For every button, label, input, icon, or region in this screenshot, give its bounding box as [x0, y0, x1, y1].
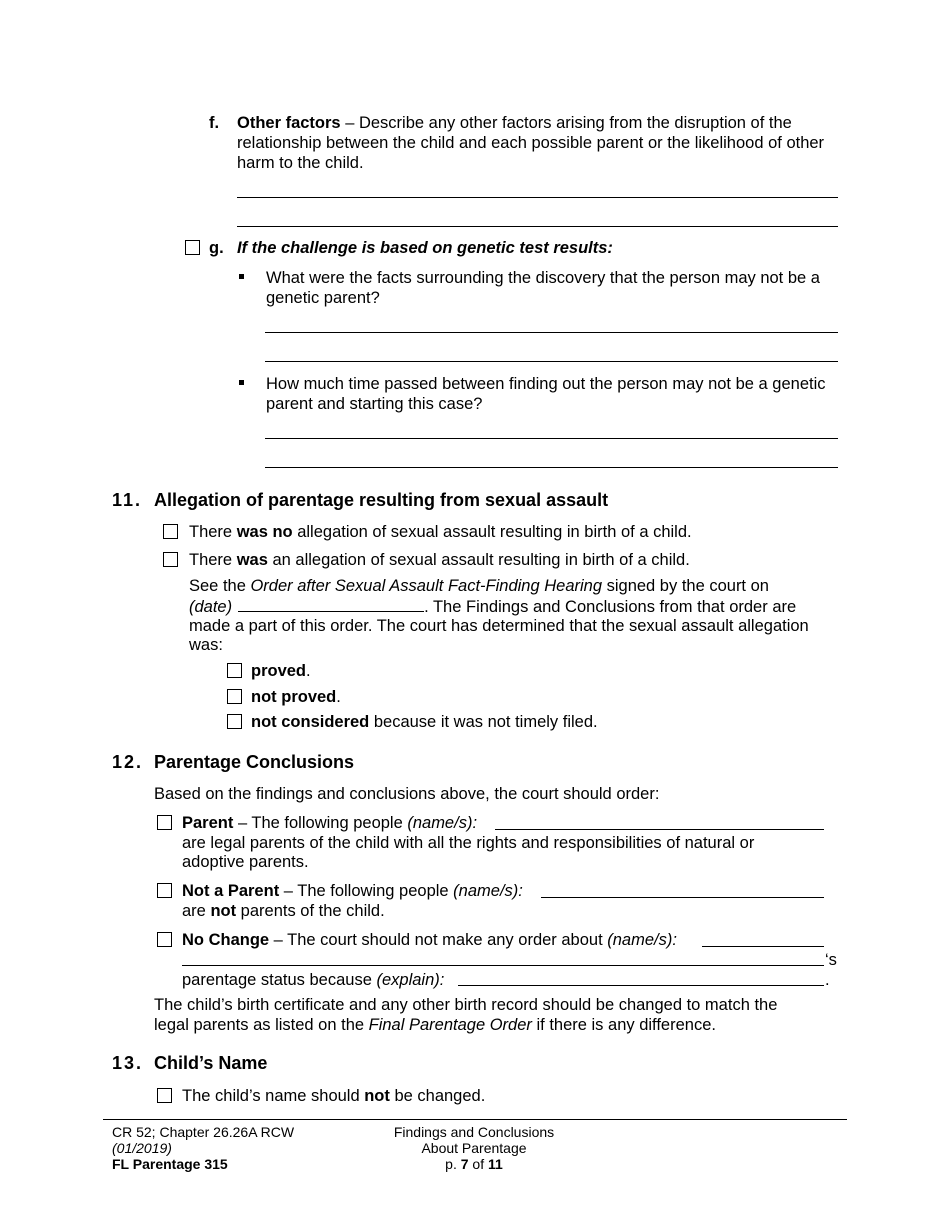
section-12-number: 12.: [112, 752, 144, 772]
birth-certificate-line-1: The child’s birth certificate and any other birth record should be changed to match the: [154, 996, 778, 1014]
section-12-intro: Based on the findings and conclusions above, the court should order:: [154, 785, 660, 803]
no-change-checkbox[interactable]: [157, 932, 172, 947]
parent-label: Parent – The following people (name/s):: [182, 814, 478, 832]
footer-center: [374, 1124, 574, 1172]
item-g-title: If the challenge is based on genetic test results:: [237, 239, 613, 257]
apostrophe-s: ‘s: [825, 951, 837, 969]
footer-divider: [103, 1119, 847, 1120]
see-order-text: See the Order after Sexual Assault Fact-Finding Hearing signed by the court on: [189, 577, 769, 595]
footer-revision: (01/2019): [112, 1140, 172, 1156]
no-change-names-field[interactable]: [702, 946, 824, 947]
allegation-checkbox[interactable]: [163, 552, 178, 567]
item-f-answer-line-2[interactable]: [237, 226, 838, 227]
not-proved-checkbox[interactable]: [227, 689, 242, 704]
item-g-answer-1-line-2[interactable]: [265, 361, 838, 362]
bullet-icon: [239, 274, 244, 279]
section-13-title: Child’s Name: [154, 1053, 268, 1073]
proved-checkbox[interactable]: [227, 663, 242, 678]
order-date-field[interactable]: [238, 596, 424, 612]
item-f-description: – Describe any other factors arising from the disruption of the relationship between the child and each possible parent or the likelihood of other harm to the child.: [237, 114, 825, 172]
order-text-line-3: made a part of this order. The court has determined that the sexual assault allegation: [189, 617, 809, 635]
footer-form-id: FL Parentage 315: [112, 1156, 228, 1172]
parent-line-3: adoptive parents.: [182, 853, 309, 871]
explain-period: .: [825, 971, 830, 989]
no-change-label: No Change – The court should not make any order about (name/s):: [182, 931, 677, 949]
proved-label: proved.: [251, 662, 311, 680]
parent-names-field[interactable]: [495, 829, 824, 830]
item-g-answer-1-line-1[interactable]: [265, 332, 838, 333]
parent-checkbox[interactable]: [157, 815, 172, 830]
birth-certificate-line-2: legal parents as listed on the Final Parentage Order if there is any difference.: [154, 1016, 716, 1034]
not-proved-label: not proved.: [251, 688, 341, 706]
item-g-question-2: How much time passed between finding out the person may not be a genetic parent and starting this case?: [266, 375, 826, 413]
section-13-number: 13.: [112, 1053, 144, 1073]
no-change-names-field-line-2[interactable]: [182, 965, 824, 966]
section-11-number: 11.: [112, 490, 143, 510]
date-line: (date) . The Findings and Conclusions from that order are: [189, 598, 797, 616]
section-11-title: Allegation of parentage resulting from sexual assault: [154, 490, 609, 510]
date-label: (date): [189, 598, 233, 616]
parentage-status-label: parentage status because (explain):: [182, 971, 445, 989]
name-not-changed-label: The child’s name should not be changed.: [182, 1087, 486, 1105]
footer-citation: CR 52; Chapter 26.26A RCW: [112, 1124, 295, 1140]
item-g-letter: g.: [209, 239, 224, 257]
item-f-letter: f.: [209, 114, 220, 132]
item-f-title: Other factors: [237, 114, 341, 132]
item-g-question-1: What were the facts surrounding the discovery that the person may not be a genetic parent?: [266, 269, 820, 307]
order-text-line-4: was:: [189, 636, 223, 654]
not-a-parent-checkbox[interactable]: [157, 883, 172, 898]
no-allegation-label: There was no allegation of sexual assault resulting in birth of a child.: [189, 523, 692, 541]
not-a-parent-names-field[interactable]: [541, 897, 824, 898]
explain-field[interactable]: [458, 985, 824, 986]
footer-page-number: p. 7 of 11: [445, 1156, 503, 1172]
item-f-answer-line-1[interactable]: [237, 197, 838, 198]
name-not-changed-checkbox[interactable]: [157, 1088, 172, 1103]
footer-form-title-1: Findings and Conclusions: [393, 1124, 555, 1140]
not-a-parent-label: Not a Parent – The following people (name/s):: [182, 882, 523, 900]
footer-form-title-2: About Parentage: [421, 1140, 527, 1156]
not-considered-label: not considered because it was not timely filed.: [251, 713, 598, 731]
not-a-parent-line-2: are not parents of the child.: [182, 902, 385, 920]
footer-left: [112, 1124, 294, 1172]
not-considered-checkbox[interactable]: [227, 714, 242, 729]
item-f-text: [237, 113, 842, 173]
parent-line-2: are legal parents of the child with all the rights and responsibilities of natural or: [182, 834, 755, 852]
item-g-checkbox[interactable]: [185, 240, 200, 255]
bullet-icon: [239, 380, 244, 385]
allegation-label: There was an allegation of sexual assault resulting in birth of a child.: [189, 551, 690, 569]
item-g-answer-2-line-2[interactable]: [265, 467, 838, 468]
item-g-answer-2-line-1[interactable]: [265, 438, 838, 439]
section-12-title: Parentage Conclusions: [154, 752, 355, 772]
no-allegation-checkbox[interactable]: [163, 524, 178, 539]
